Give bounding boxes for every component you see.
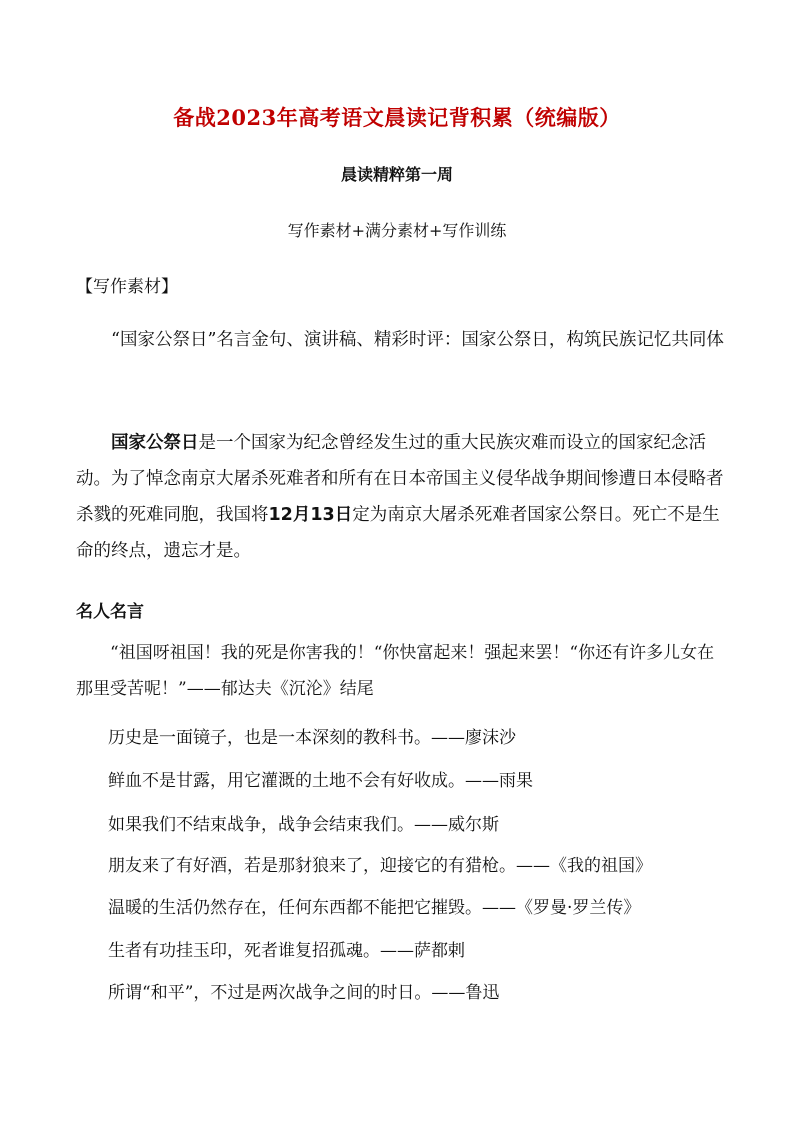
intro-paragraph [76,425,724,569]
document-title: 备战2023年高考语文晨读记背积累（统编版） [173,105,621,130]
quote-item: 温暖的生活仍然存在，任何东西都不能把它摧毁。——《罗曼·罗兰传》 [108,898,641,918]
document-subtitle: 晨读精粹第一周 [340,165,453,184]
topic-paragraph: “国家公祭日”名言金句、演讲稿、精彩时评：国家公祭日，构筑民族记忆共同体 [111,330,724,350]
intro-term: 国家公祭日 [111,433,199,453]
quote-item: 鲜血不是甘露，用它灌溉的土地不会有好收成。——雨果 [108,771,533,791]
quote-item: 生者有功挂玉印，死者谁复招孤魂。——萨都剌 [108,941,465,961]
intro-text-1: 是一个国家为纪念曾经发生过的重大民族灾难而设立的国家纪念活动。为了悼念南京大屠杀死难者和所有在日本帝国主义侵华战争期间惨遭日本侵略者杀戮的死难同胞，我国将 [76,433,724,525]
quote-item: 历史是一面镜子，也是一本深刻的教科书。——廖沫沙 [108,728,516,748]
intro-date: 12月13日 [268,505,353,525]
quote-item: 朋友来了有好酒，若是那豺狼来了，迎接它的有猎枪。——《我的祖国》 [108,856,652,876]
section-label: 【写作素材】 [76,277,178,297]
quote-item: “祖国呀祖国！我的死是你害我的！“你快富起来！强起来罢！“你还有许多儿女在那里受苦呢！”——郁达夫《沉沦》结尾 [76,643,715,699]
quote-item: 如果我们不结束战争，战争会结束我们。——威尔斯 [108,815,499,835]
intro-text-2: 定为南京大屠杀死难者国家公祭日。死亡不是生命的终点，遗忘才是。 [76,505,720,561]
quotes-heading: 名人名言 [76,602,144,622]
document-sub-subtitle: 写作素材+满分素材+写作训练 [287,221,507,240]
quote-item: 所谓“和平”，不过是两次战争之间的时日。——鲁迅 [108,983,500,1003]
